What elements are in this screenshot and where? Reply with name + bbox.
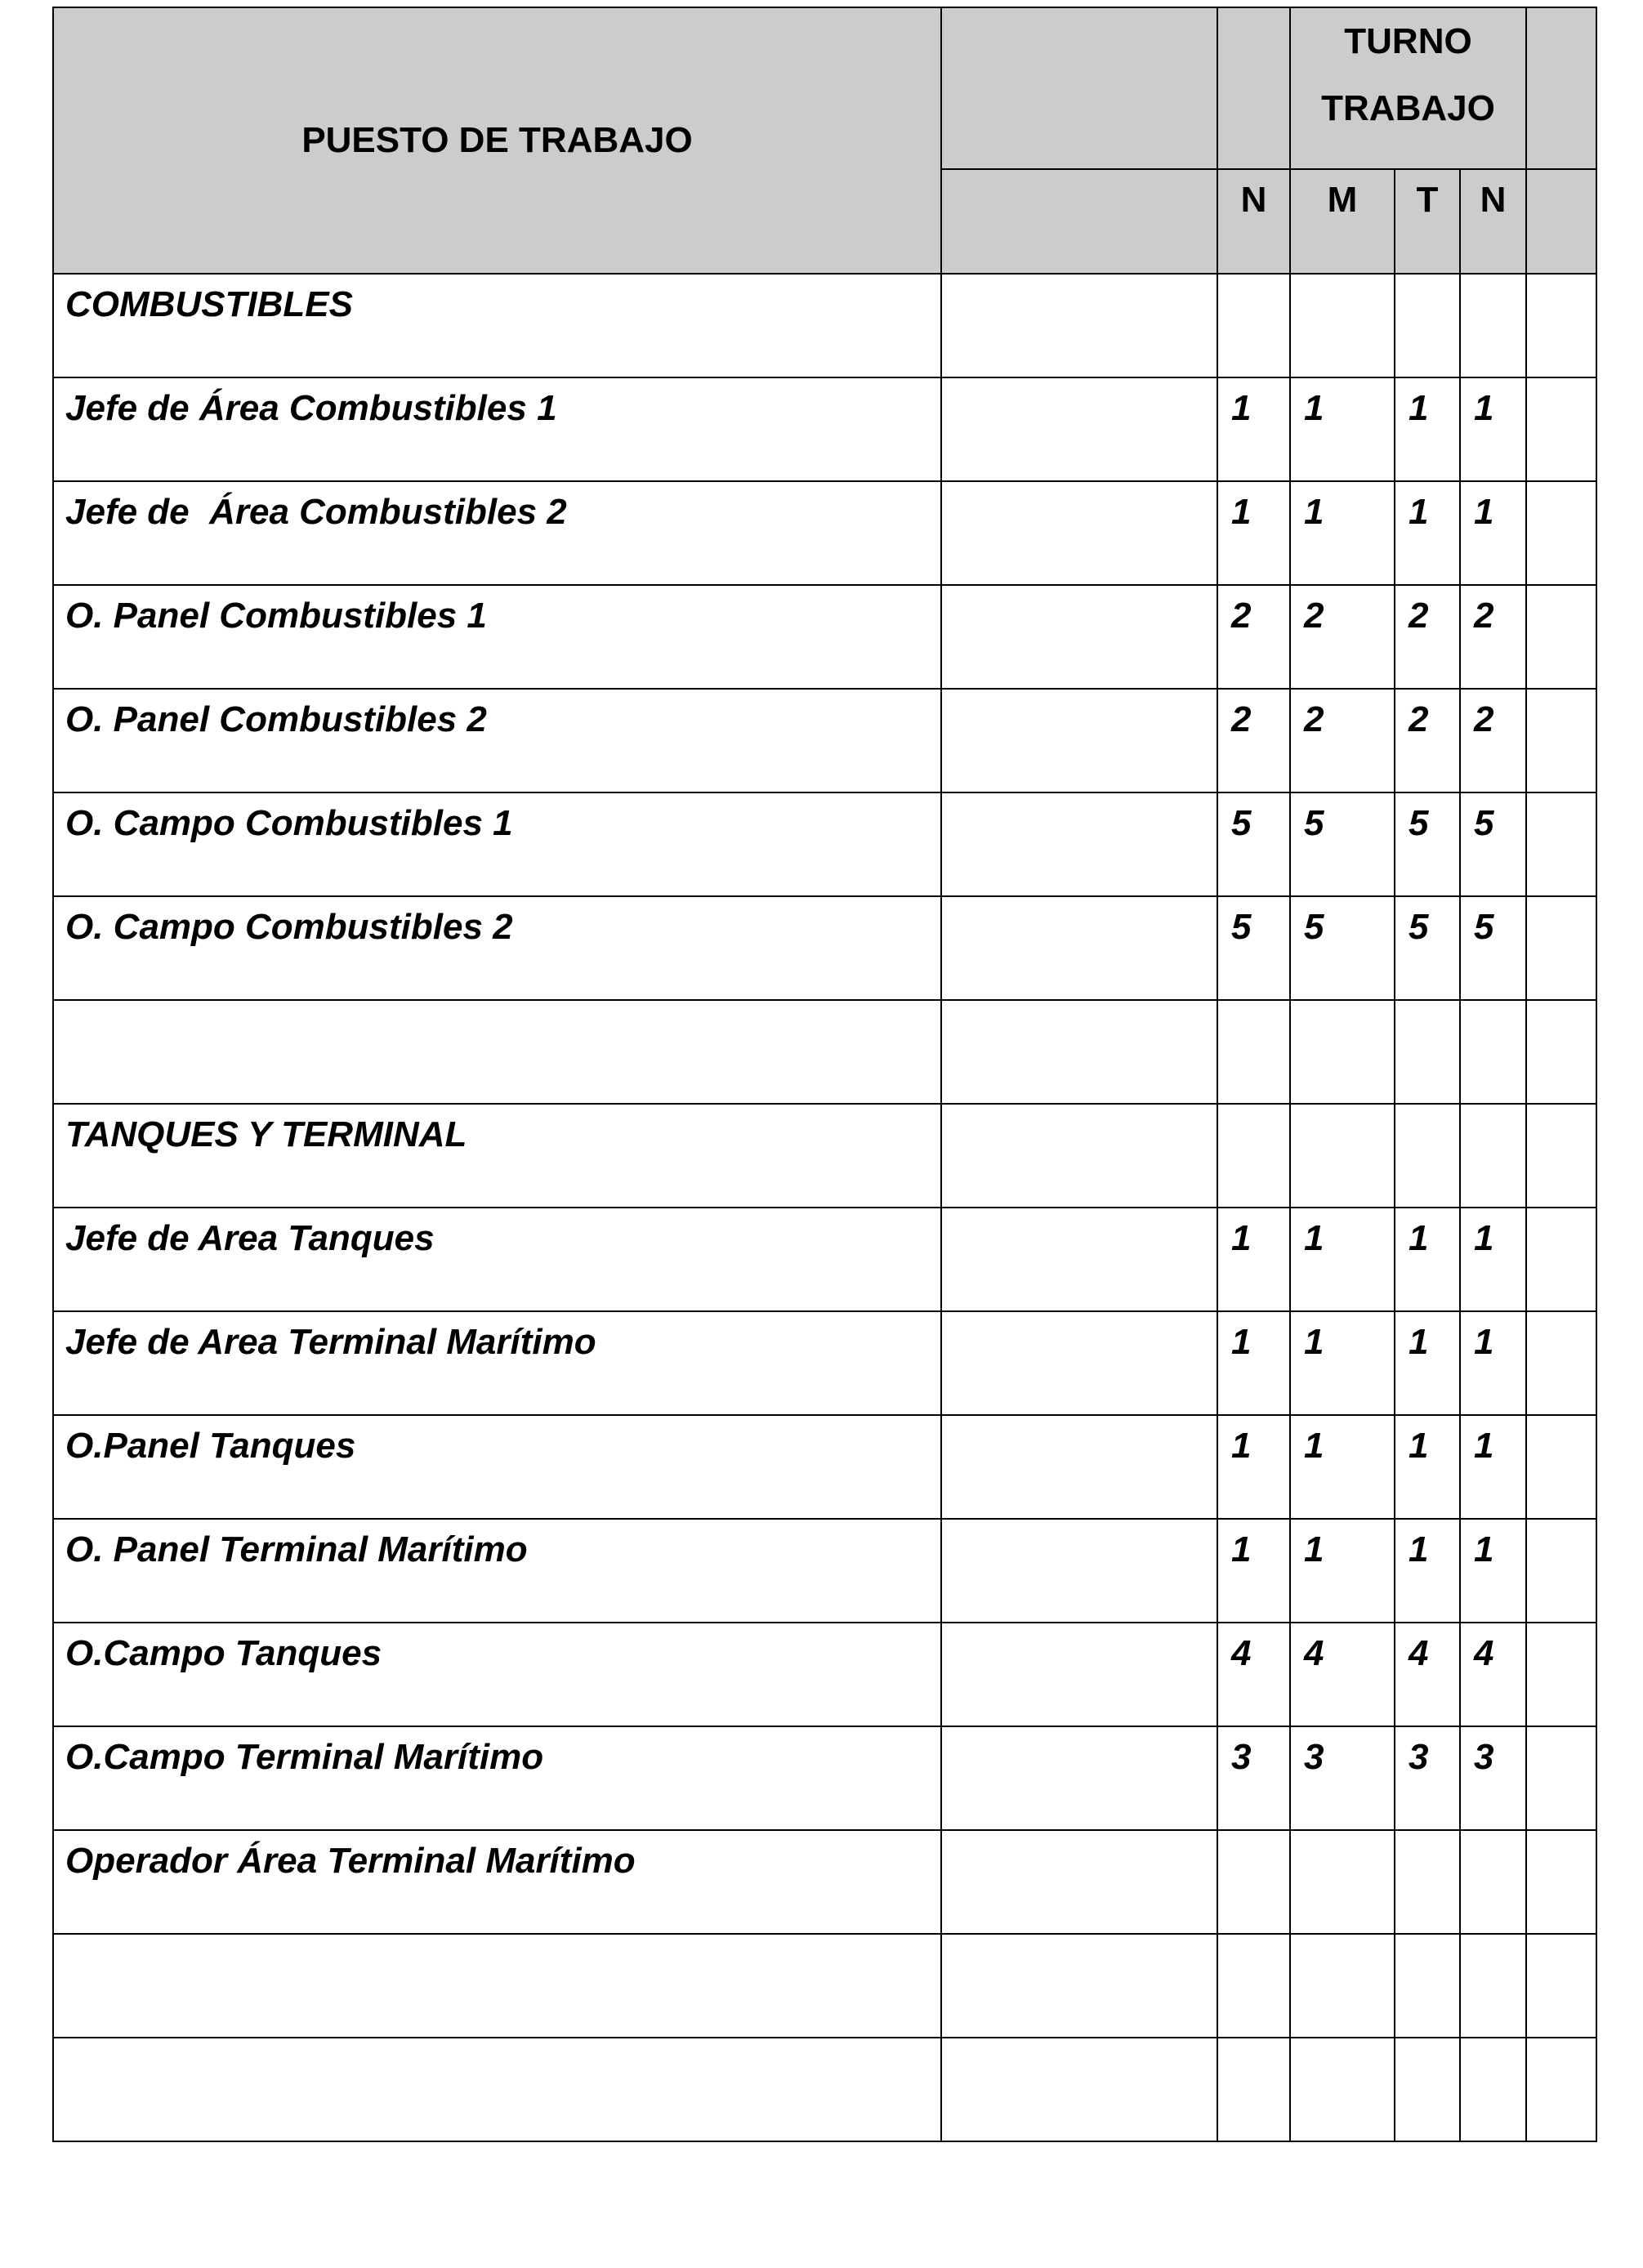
blank-cell (941, 1000, 1217, 1104)
blank-cell (1526, 1623, 1596, 1726)
shift-count: 1 (1395, 481, 1460, 585)
blank-cell (1526, 689, 1596, 792)
table-row (53, 1830, 1596, 1934)
shift-count (1290, 1104, 1395, 1208)
blank-cell (941, 377, 1217, 481)
shift-count: 3 (1217, 1726, 1290, 1830)
shift-count (1395, 2038, 1460, 2141)
table-row (53, 896, 1596, 1000)
shift-count: 5 (1460, 792, 1526, 896)
shift-count: 1 (1290, 377, 1395, 481)
table-row (53, 1519, 1596, 1623)
table-row (53, 274, 1596, 377)
blank-cell (941, 2038, 1217, 2141)
shift-count: 1 (1217, 1415, 1290, 1519)
blank-cell (941, 585, 1217, 689)
shift-count: 1 (1290, 1208, 1395, 1311)
table-row (53, 1208, 1596, 1311)
shift-count: 5 (1290, 792, 1395, 896)
shift-count: 1 (1217, 1519, 1290, 1623)
table-row (53, 792, 1596, 896)
blank-cell (1526, 1519, 1596, 1623)
shift-count: 1 (1217, 481, 1290, 585)
shift-count (1395, 1104, 1460, 1208)
shift-count: 2 (1395, 585, 1460, 689)
blank-cell (1526, 1934, 1596, 2038)
shift-count (1217, 1104, 1290, 1208)
job-post-label: O.Panel Tanques (53, 1415, 941, 1519)
shift-count: 4 (1395, 1623, 1460, 1726)
shift-count: 2 (1217, 585, 1290, 689)
blank-cell (941, 1519, 1217, 1623)
header-blank-cell (941, 169, 1217, 274)
shift-count: 2 (1290, 689, 1395, 792)
shift-count (1395, 274, 1460, 377)
table-row (53, 1934, 1596, 2038)
job-post-label: O. Campo Combustibles 2 (53, 896, 941, 1000)
shift-label: N (1460, 169, 1526, 274)
blank-cell (1526, 896, 1596, 1000)
shift-count: 3 (1395, 1726, 1460, 1830)
shift-count (1460, 1830, 1526, 1934)
blank-cell (941, 896, 1217, 1000)
shift-count: 5 (1395, 896, 1460, 1000)
header-blank-cell (1526, 7, 1596, 169)
blank-cell (941, 1208, 1217, 1311)
shift-count: 1 (1460, 1519, 1526, 1623)
shift-count: 1 (1217, 1311, 1290, 1415)
shift-count (1290, 1830, 1395, 1934)
job-post-label: O. Panel Combustibles 1 (53, 585, 941, 689)
blank-cell (1526, 481, 1596, 585)
shift-label: M (1290, 169, 1395, 274)
job-post-label: COMBUSTIBLES (53, 274, 941, 377)
shift-count (1217, 1000, 1290, 1104)
shift-count: 3 (1460, 1726, 1526, 1830)
table-row (53, 481, 1596, 585)
shift-count: 5 (1217, 792, 1290, 896)
table-row (53, 1726, 1596, 1830)
shift-count: 1 (1395, 1208, 1460, 1311)
blank-cell (1526, 1000, 1596, 1104)
blank-cell (941, 1830, 1217, 1934)
shift-count: 2 (1217, 689, 1290, 792)
shift-count (1290, 1934, 1395, 2038)
blank-cell (941, 1104, 1217, 1208)
job-post-label: O.Campo Terminal Marítimo (53, 1726, 941, 1830)
blank-cell (941, 1934, 1217, 2038)
shift-count (1395, 1934, 1460, 2038)
table-row (53, 689, 1596, 792)
turno-line-1: TURNO (1344, 21, 1472, 61)
blank-cell (1526, 1415, 1596, 1519)
column-title-puesto: PUESTO DE TRABAJO (53, 7, 941, 274)
job-post-label: O. Panel Terminal Marítimo (53, 1519, 941, 1623)
table-row (53, 377, 1596, 481)
blank-cell (941, 689, 1217, 792)
table-row (53, 585, 1596, 689)
blank-cell (1526, 1208, 1596, 1311)
shift-count: 1 (1290, 1415, 1395, 1519)
blank-cell (1526, 585, 1596, 689)
shift-label: N (1217, 169, 1290, 274)
shift-count (1290, 274, 1395, 377)
blank-cell (941, 1623, 1217, 1726)
shift-count (1395, 1000, 1460, 1104)
shift-count: 5 (1290, 896, 1395, 1000)
shift-count (1217, 274, 1290, 377)
header-row (53, 7, 1596, 169)
shift-count: 4 (1217, 1623, 1290, 1726)
shift-count: 1 (1460, 1208, 1526, 1311)
shift-count (1290, 1000, 1395, 1104)
table-row (53, 2038, 1596, 2141)
shift-count (1290, 2038, 1395, 2141)
blank-cell (941, 792, 1217, 896)
blank-cell (1526, 1830, 1596, 1934)
shift-count: 5 (1460, 896, 1526, 1000)
job-post-label: O.Campo Tanques (53, 1623, 941, 1726)
job-post-label: O. Panel Combustibles 2 (53, 689, 941, 792)
shift-count: 1 (1217, 1208, 1290, 1311)
shift-count: 5 (1395, 792, 1460, 896)
shift-count: 1 (1460, 481, 1526, 585)
job-post-label: TANQUES Y TERMINAL (53, 1104, 941, 1208)
job-post-label (53, 2038, 941, 2141)
shift-count: 2 (1395, 689, 1460, 792)
shift-count: 1 (1395, 1519, 1460, 1623)
shift-count (1217, 1830, 1290, 1934)
shift-count: 4 (1290, 1623, 1395, 1726)
table-row (53, 1623, 1596, 1726)
shift-count (1217, 1934, 1290, 2038)
shift-count: 3 (1290, 1726, 1395, 1830)
blank-cell (1526, 792, 1596, 896)
shift-label: T (1395, 169, 1460, 274)
table-row (53, 1000, 1596, 1104)
header-blank-cell (1217, 7, 1290, 169)
table-row (53, 1104, 1596, 1208)
turno-line-2: TRABAJO (1321, 88, 1495, 128)
shift-count (1217, 2038, 1290, 2141)
shift-count: 1 (1395, 1415, 1460, 1519)
shift-count (1460, 1934, 1526, 2038)
shift-count (1460, 1000, 1526, 1104)
blank-cell (941, 481, 1217, 585)
blank-cell (941, 274, 1217, 377)
blank-cell (941, 1311, 1217, 1415)
shift-count (1460, 2038, 1526, 2141)
blank-cell (941, 1726, 1217, 1830)
shift-count: 1 (1290, 1519, 1395, 1623)
shift-count: 2 (1460, 689, 1526, 792)
blank-cell (1526, 377, 1596, 481)
shift-count: 1 (1290, 1311, 1395, 1415)
blank-cell (1526, 2038, 1596, 2141)
job-post-label (53, 1000, 941, 1104)
shift-count (1460, 274, 1526, 377)
shift-count (1460, 1104, 1526, 1208)
blank-cell (1526, 1726, 1596, 1830)
blank-cell (941, 1415, 1217, 1519)
job-post-label: Jefe de Area Tanques (53, 1208, 941, 1311)
shift-count: 1 (1290, 481, 1395, 585)
shift-count: 1 (1217, 377, 1290, 481)
job-post-label (53, 1934, 941, 2038)
shift-count: 2 (1460, 585, 1526, 689)
job-post-label: Jefe de Area Terminal Marítimo (53, 1311, 941, 1415)
job-post-label: Jefe de Área Combustibles 2 (53, 481, 941, 585)
job-post-label: Operador Área Terminal Marítimo (53, 1830, 941, 1934)
table-row (53, 1415, 1596, 1519)
table-row (53, 1311, 1596, 1415)
header-blank-cell (1526, 169, 1596, 274)
job-post-label: O. Campo Combustibles 1 (53, 792, 941, 896)
blank-cell (1526, 1104, 1596, 1208)
shift-count: 4 (1460, 1623, 1526, 1726)
shift-count (1395, 1830, 1460, 1934)
blank-cell (1526, 274, 1596, 377)
header-blank-cell (941, 7, 1217, 169)
shift-count: 5 (1217, 896, 1290, 1000)
blank-cell (1526, 1311, 1596, 1415)
shift-count: 2 (1290, 585, 1395, 689)
shift-count: 1 (1460, 1311, 1526, 1415)
shift-count: 1 (1460, 377, 1526, 481)
staffing-table (52, 7, 1597, 2142)
column-title-turno (1290, 7, 1526, 169)
shift-count: 1 (1460, 1415, 1526, 1519)
shift-count: 1 (1395, 377, 1460, 481)
shift-count: 1 (1395, 1311, 1460, 1415)
job-post-label: Jefe de Área Combustibles 1 (53, 377, 941, 481)
